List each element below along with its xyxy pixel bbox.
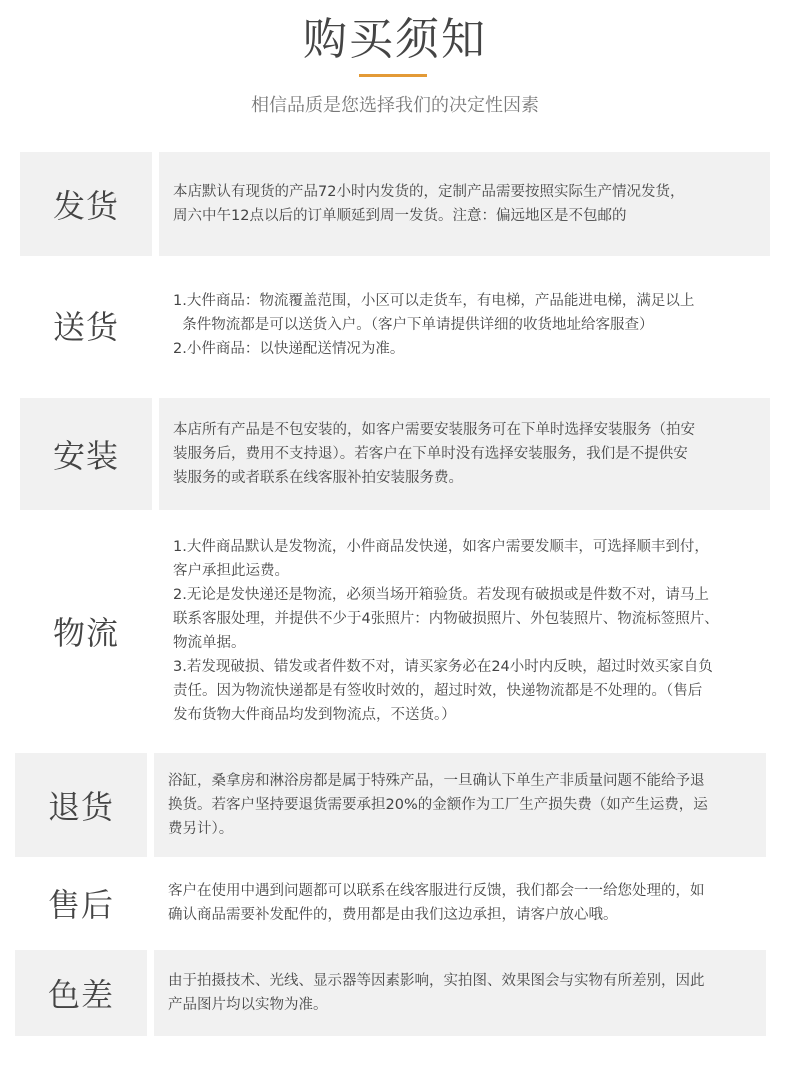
section-text-line: 发布货物大件商品均发到物流点，不送货。） <box>173 707 456 723</box>
title-underline <box>359 74 427 77</box>
section-text-line: 1.大件商品默认是发物流，小件商品发快递，如客户需要发顺丰，可选择顺丰到付， <box>173 539 709 555</box>
section-text-line: 客户承担此运费。 <box>173 563 289 579</box>
section-text-line: 产品图片均以实物为准。 <box>168 997 328 1013</box>
section-text-line: 3.若发现破损、错发或者件数不对，请买家务必在24小时内反映，超过时效买家自负 <box>173 659 713 675</box>
section-text-line: 1.大件商品：物流覆盖范围，小区可以走货车，有电梯，产品能进电梯，满足以上 <box>173 293 695 309</box>
section-body-delivery <box>159 280 770 370</box>
section-text-line: 换货。若客户坚持要退货需要承担20%的金额作为工厂生产损失费（如产生运费，运 <box>168 797 708 813</box>
section-text-line: 2.小件商品：以快递配送情况为准。 <box>173 341 405 357</box>
section-text-line: 责任。因为物流快递都是有签收时效的，超过时效，快递物流都是不处理的。（售后 <box>173 683 703 699</box>
section-body-returns <box>154 753 766 857</box>
section-label-returns: 退货 <box>15 753 147 857</box>
page-subtitle: 相信品质是您选择我们的决定性因素 <box>251 95 539 116</box>
section-body-shipping <box>159 152 770 256</box>
section-text-line: 浴缸，桑拿房和淋浴房都是属于特殊产品，一旦确认下单生产非质量问题不能给予退 <box>168 773 705 789</box>
section-label-installation: 安装 <box>20 398 152 510</box>
section-body-color-difference <box>154 950 766 1036</box>
section-label-delivery: 送货 <box>52 308 119 346</box>
section-body-after-sales <box>154 868 766 938</box>
section-text-line: 条件物流都是可以送货入户。（客户下单请提供详细的收货地址给客服查） <box>173 317 654 333</box>
section-text-line: 2.无论是发快递还是物流，必须当场开箱验货。若发现有破损或是件数不对，请马上 <box>173 587 709 603</box>
section-label-logistics: 物流 <box>52 614 119 652</box>
section-text-line: 本店所有产品是不包安装的，如客户需要安装服务可在下单时选择安装服务（拍安 <box>173 422 695 438</box>
section-label-after-sales: 售后 <box>47 886 114 924</box>
section-text-line: 由于拍摄技术、光线、显示器等因素影响，实拍图、效果图会与实物有所差别，因此 <box>168 973 705 989</box>
section-body-logistics <box>159 530 770 732</box>
section-label-color-difference: 色差 <box>15 950 147 1036</box>
section-label-shipping: 发货 <box>20 152 152 256</box>
section-text-line: 物流单据。 <box>173 635 246 651</box>
section-text-line: 装服务的或者联系在线客服补拍安装服务费。 <box>173 470 463 486</box>
section-text-line: 联系客服处理，并提供不少于4张照片：内物破损照片、外包装照片、物流标签照片、 <box>173 611 719 627</box>
section-text-line: 费另计）。 <box>168 821 234 837</box>
page-title: 购买须知 <box>303 14 487 65</box>
section-body-installation <box>159 398 770 510</box>
section-text-line: 本店默认有现货的产品72小时内发货的，定制产品需要按照实际生产情况发货， <box>173 184 685 200</box>
section-text-line: 客户在使用中遇到问题都可以联系在线客服进行反馈，我们都会一一给您处理的，如 <box>168 883 705 899</box>
section-text-line: 装服务后，费用不支持退）。若客户在下单时没有选择安装服务，我们是不提供安 <box>173 446 688 462</box>
section-text-line: 周六中午12点以后的订单顺延到周一发货。注意：偏远地区是不包邮的 <box>173 208 627 224</box>
section-text-line: 确认商品需要补发配件的，费用都是由我们这边承担，请客户放心哦。 <box>168 907 618 923</box>
